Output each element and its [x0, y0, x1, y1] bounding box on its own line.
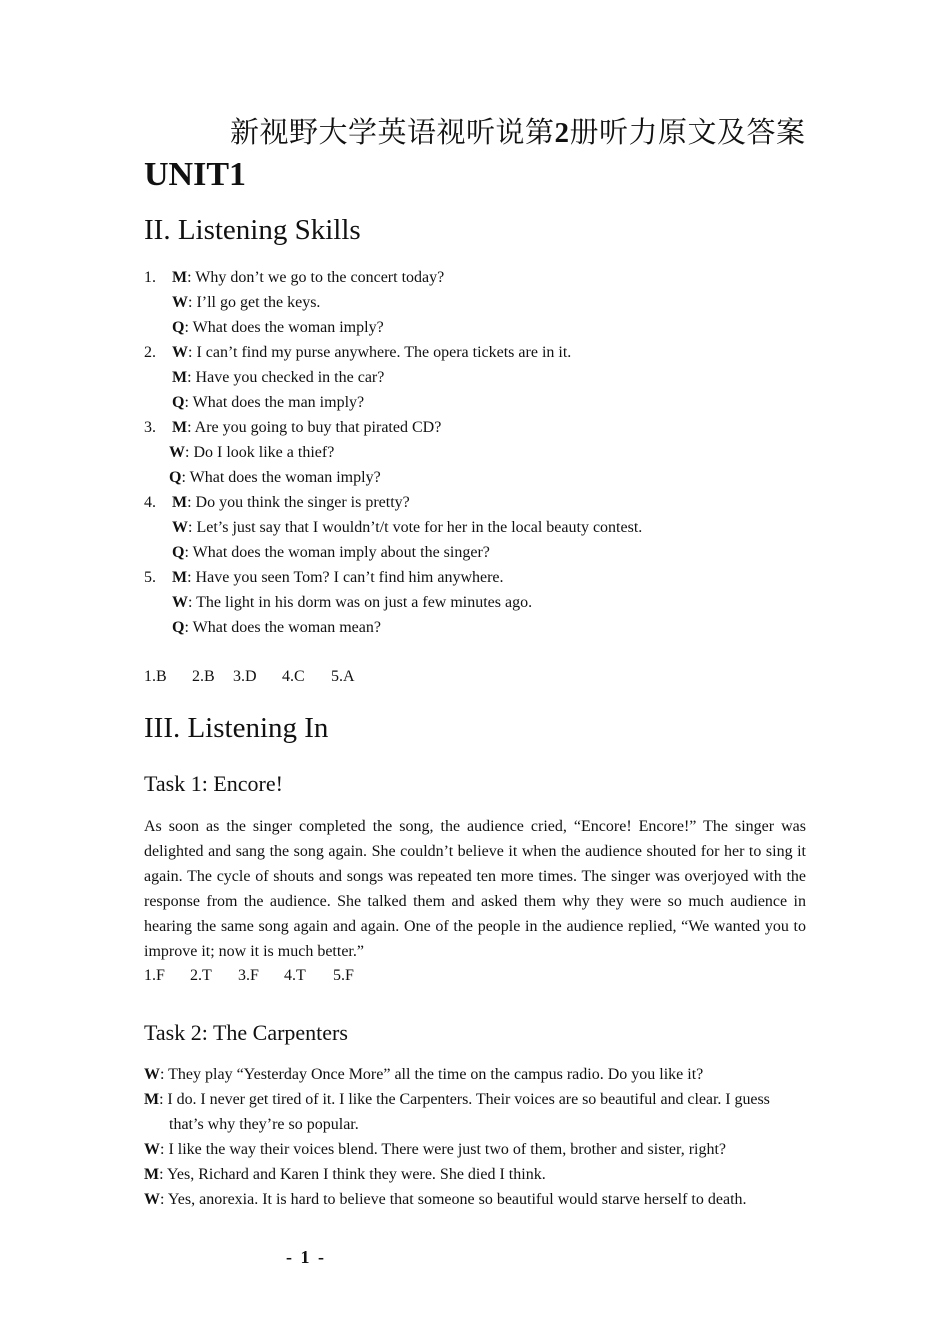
dialogue-line: W: Do I look like a thief?	[169, 444, 335, 461]
dialogue-line: W: I’ll go get the keys.	[172, 294, 321, 311]
answer: 5.F	[333, 967, 354, 984]
dialogue-line: M: Yes, Richard and Karen I think they were. She died I think.	[144, 1166, 546, 1183]
item-number: 5.	[144, 569, 156, 586]
answer: 1.B	[144, 668, 167, 685]
answer: 5.A	[331, 668, 355, 685]
listening-in-heading: III. Listening In	[144, 712, 329, 744]
task2-title: Task 2: The Carpenters	[144, 1020, 348, 1045]
dialogue-line: W: They play “Yesterday Once More” all the time on the campus radio. Do you like it?	[144, 1066, 704, 1083]
item-number: 3.	[144, 419, 156, 436]
item-number: 1.	[144, 269, 156, 286]
dialogue-line: M: Why don’t we go to the concert today?	[172, 269, 445, 286]
answer: 3.D	[233, 668, 257, 685]
dialogue-line: M: Are you going to buy that pirated CD?	[172, 419, 442, 436]
answer: 4.T	[284, 967, 306, 984]
listening-skills-heading: II. Listening Skills	[144, 214, 361, 246]
document-title: 新视野大学英语视听说第2册听力原文及答案	[230, 117, 806, 149]
dialogue-line: W: I can’t find my purse anywhere. The opera tickets are in it.	[172, 344, 572, 361]
dialogue-line: W: I like the way their voices blend. There were just two of them, brother and sister, right?	[144, 1141, 727, 1158]
dialogue-line: W: Yes, anorexia. It is hard to believe that someone so beautiful would starve herself to death.	[144, 1191, 747, 1208]
dialogue-line: M: Do you think the singer is pretty?	[172, 494, 410, 511]
answer-key	[144, 668, 355, 686]
task1-passage: As soon as the singer completed the song, the audience cried, “Encore! Encore!” The singer was delighted and sang the song again. She couldn’t believe it when the audience shouted for her to sing it again. The cycle of shouts and songs was repeated ten more times. The singer was overjoyed with the response from the audience. She talked them and asked them why they were so much audience in hearing the same song again and again. One of the people in the audience replied, “We wanted you to improve it; now it is much better.”	[144, 818, 806, 960]
task1-title: Task 1: Encore!	[144, 771, 283, 796]
dialogue-continuation: that’s why they’re so popular.	[169, 1116, 359, 1133]
dialogue-line: M: Have you seen Tom? I can’t find him anywhere.	[172, 569, 504, 586]
question-line: Q: What does the woman mean?	[172, 619, 381, 636]
answer: 2.T	[190, 967, 212, 984]
dialogue-line: M: Have you checked in the car?	[172, 369, 385, 386]
answer: 1.F	[144, 967, 165, 984]
answer: 2.B	[192, 668, 215, 685]
question-line: Q: What does the woman imply?	[169, 469, 381, 486]
item-number: 2.	[144, 344, 156, 361]
volume-number: 2	[554, 117, 570, 149]
unit-heading: UNIT1	[144, 156, 247, 193]
question-line: Q: What does the woman imply?	[172, 319, 384, 336]
page-number: - 1 -	[286, 1247, 326, 1267]
dialogue-line: M: I do. I never get tired of it. I like the Carpenters. Their voices are so beautiful and clear. I guess	[144, 1091, 770, 1108]
dialogue-line: W: The light in his dorm was on just a few minutes ago.	[172, 594, 533, 611]
question-line: Q: What does the woman imply about the singer?	[172, 544, 490, 561]
answer: 4.C	[282, 668, 305, 685]
item-number: 4.	[144, 494, 156, 511]
answer: 3.F	[238, 967, 259, 984]
question-line: Q: What does the man imply?	[172, 394, 365, 411]
dialogue-line: W: Let’s just say that I wouldn’t/t vote for her in the local beauty contest.	[172, 519, 643, 536]
task1-answer-key	[144, 967, 354, 985]
